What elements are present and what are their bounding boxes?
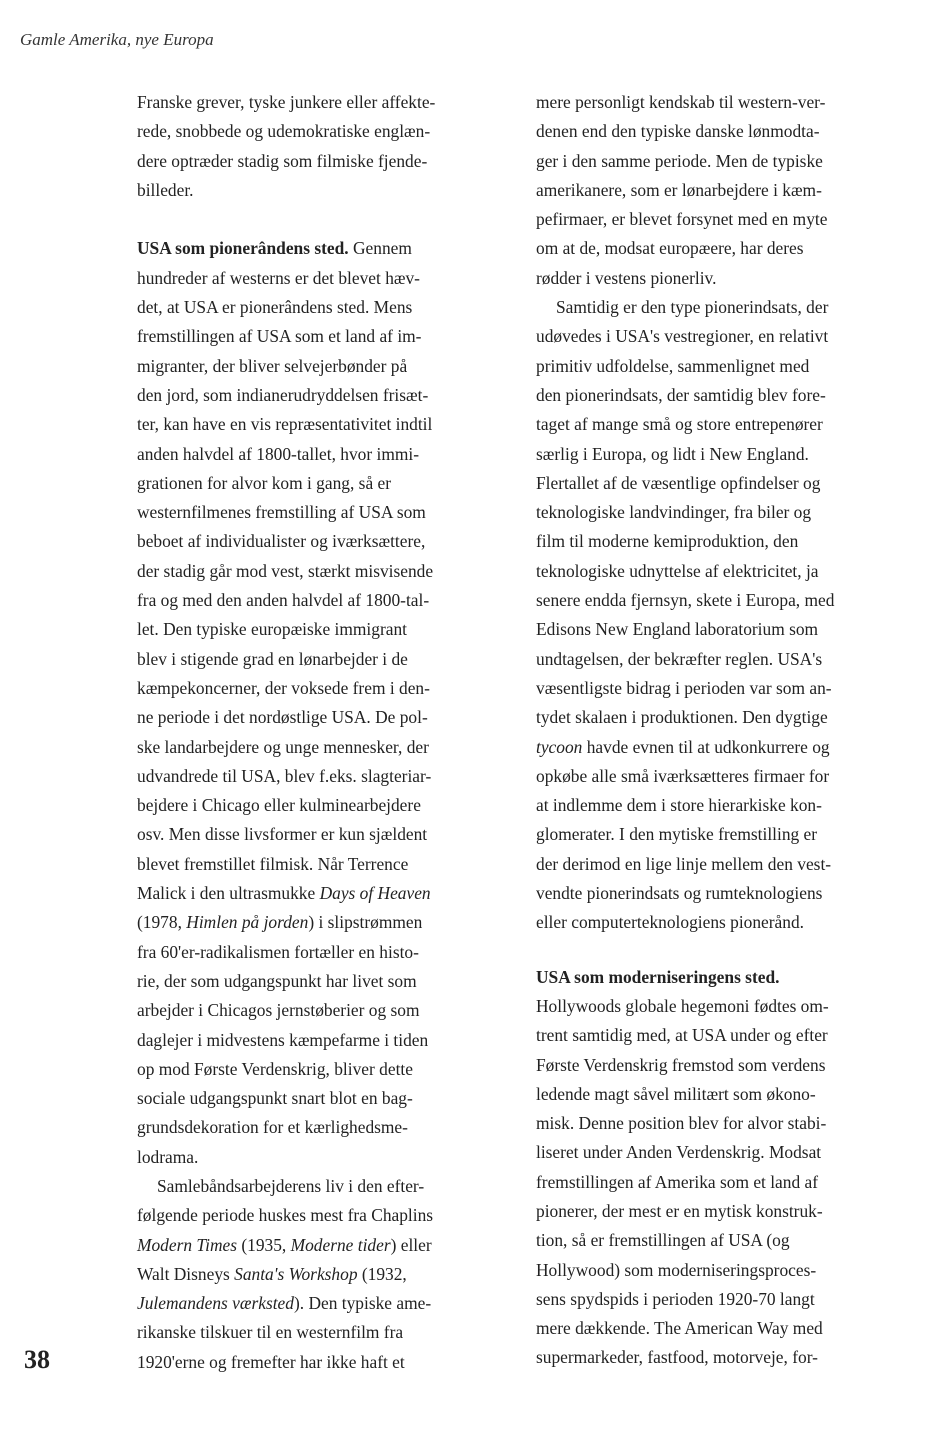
text-line: teknologiske udnyttelse af elektricitet, ja	[536, 560, 819, 581]
text-line: film til moderne kemiproduktion, den	[536, 531, 799, 552]
text-line: lodrama.	[137, 1146, 199, 1167]
film-title: Moderne tider	[290, 1234, 391, 1255]
text-line: om at de, modsat europæere, har deres	[536, 238, 804, 259]
text-line: beboet af individualister og iværksættere,	[137, 531, 426, 552]
text-line: ne periode i det nordøstlige USA. De pol-	[137, 707, 428, 728]
text-line: Edisons New England laboratorium som	[536, 619, 819, 640]
text-line: glomerater. I den mytiske fremstilling er	[536, 824, 818, 845]
text-line: ger i den samme periode. Men de typiske	[536, 150, 823, 171]
text-line: liseret under Anden Verdenskrig. Modsat	[536, 1142, 822, 1163]
text-line: pefirmaer, er blevet forsynet med en myte	[536, 209, 828, 230]
text-line: mere dækkende. The American Way med	[536, 1318, 823, 1339]
text-line: hundreder af westerns er det blevet hæv-	[137, 267, 420, 288]
text-line: westernfilmenes fremstilling af USA som	[137, 502, 426, 523]
text-line	[137, 1231, 499, 1260]
text-line: den jord, som indianerudryddelsen frisæt-	[137, 384, 429, 405]
text-line: sens spydspids i perioden 1920-70 langt	[536, 1288, 815, 1309]
text-line: op mod Første Verdenskrig, bliver dette	[137, 1058, 413, 1079]
text-line: dere optræder stadig som filmiske fjende-	[137, 150, 428, 171]
text-fragment: Malick i den ultrasmukke	[137, 883, 320, 904]
text-line: taget af mange små og store entrepenører	[536, 414, 823, 435]
italic-term: tycoon	[536, 736, 583, 757]
text-line: grundsdekoration for et kærlighedsme-	[137, 1117, 408, 1138]
text-line	[536, 733, 898, 762]
paragraph	[536, 88, 898, 293]
text-line: det, at USA er pionerândens sted. Mens	[137, 297, 413, 318]
paragraph	[137, 1172, 499, 1377]
text-line: primitiv udfoldelse, sammenlignet med	[536, 355, 810, 376]
text-line: rødder i vestens pionerliv.	[536, 267, 717, 288]
text-line: Hollywoods globale hegemoni fødtes om-	[536, 995, 829, 1016]
text-line: der derimod en lige linje mellem den vest-	[536, 853, 832, 874]
spacer	[536, 938, 898, 963]
text-line: Franske grever, tyske junkere eller affekte-	[137, 92, 436, 112]
text-fragment: Walt Disneys	[137, 1263, 235, 1284]
text-line: let. Den typiske europæiske immigrant	[137, 619, 407, 640]
text-line: supermarkeder, fastfood, motorveje, for-	[536, 1347, 818, 1368]
film-title: Santa's Workshop	[234, 1263, 358, 1284]
text-line: denen end den typiske danske lønmodta-	[536, 121, 820, 142]
text-line: fremstillingen af USA som et land af im-	[137, 326, 422, 347]
text-line: daglejer i midvestens kæmpefarme i tiden	[137, 1029, 429, 1050]
text-line: fra og med den anden halvdel af 1800-tal-	[137, 590, 430, 611]
text-line: vendte pionerindsats og rumteknologiens	[536, 883, 823, 904]
text-line: kæmpekoncerner, der voksede frem i den-	[137, 677, 430, 698]
text-line: migranter, der bliver selvejerbønder på	[137, 355, 408, 376]
paragraph	[137, 88, 499, 205]
text-line: billeder.	[137, 179, 194, 200]
text-line: misk. Denne position blev for alvor stabi-	[536, 1113, 827, 1134]
text-line: 1920'erne og fremefter har ikke haft et	[137, 1351, 405, 1372]
text-line: senere endda fjernsyn, skete i Europa, med	[536, 590, 835, 611]
text-line: væsentligste bidrag i perioden var som an-	[536, 677, 832, 698]
text-line: arbejder i Chicagos jernstøberier og som	[137, 1000, 420, 1021]
film-title: Himlen på jorden	[186, 912, 309, 933]
text-line: sociale udgangspunkt snart blot en bag-	[137, 1088, 413, 1109]
text-line	[137, 908, 499, 937]
paragraph	[536, 293, 898, 938]
text-line: Første Verdenskrig fremstod som verdens	[536, 1054, 826, 1075]
film-title: Modern Times	[137, 1234, 237, 1255]
text-line: Samlebåndsarbejderens liv i den efter-	[157, 1175, 425, 1196]
text-fragment: (1935,	[237, 1234, 291, 1255]
text-line: rede, snobbede og udemokratiske englæn-	[137, 121, 431, 142]
text-line: trent samtidig med, at USA under og efter	[536, 1025, 828, 1046]
page-number: 38	[24, 1345, 50, 1374]
text-line: ske landarbejdere og unge mennesker, der	[137, 736, 429, 757]
text-line: blevet fremstillet filmisk. Når Terrence	[137, 853, 409, 874]
text-fragment: ). Den typiske ame-	[293, 1293, 432, 1314]
text-line: Hollywood) som moderniseringsproces-	[536, 1259, 817, 1280]
text-line	[137, 1260, 499, 1289]
section-heading: USA som pionerândens sted.	[137, 238, 349, 259]
text-line: eller computerteknologiens pionerånd.	[536, 912, 805, 933]
paragraph	[137, 234, 499, 1172]
text-line: bejdere i Chicago eller kulminearbejdere	[137, 795, 421, 816]
text-line: osv. Men disse livsformer er kun sjældent	[137, 824, 428, 845]
text-line: særlig i Europa, og lidt i New England.	[536, 443, 809, 464]
text-line: undtagelsen, der bekræfter reglen. USA's	[536, 648, 823, 669]
text-line: fremstillingen af Amerika som et land af	[536, 1171, 819, 1192]
text-line: fra 60'er-radikalismen fortæller en histo-	[137, 941, 419, 962]
text-line	[137, 879, 499, 908]
text-line: grationen for alvor kom i gang, så er	[137, 472, 392, 493]
film-title: Days of Heaven	[319, 883, 431, 904]
text-line: rie, der som udgangspunkt har livet som	[137, 970, 417, 991]
text-line: der stadig går mod vest, stærkt misvisende	[137, 560, 434, 581]
text-fragment: ) eller	[390, 1234, 432, 1255]
text-line: tion, så er fremstillingen af USA (og	[536, 1230, 790, 1251]
text-fragment: ) i slipstrømmen	[308, 912, 423, 933]
text-line: ter, kan have en vis repræsentativitet indtil	[137, 414, 433, 435]
film-title: Julemandens værksted	[137, 1293, 294, 1314]
text-line	[137, 1289, 499, 1318]
text-line: udvandrede til USA, blev f.eks. slagteriar-	[137, 765, 432, 786]
text-line: at indlemme dem i store hierarkiske kon-	[536, 795, 822, 816]
text-line: pionerer, der mest er en mytisk konstruk-	[536, 1200, 823, 1221]
text-line: tydet skalaen i produktionen. Den dygtige	[536, 707, 828, 728]
text-fragment: (1978,	[137, 912, 187, 933]
running-head: Gamle Amerika, nye Europa	[20, 30, 214, 49]
text-line: amerikanere, som er lønarbejdere i kæm-	[536, 179, 822, 200]
text-fragment: havde evnen til at udkonkurrere og	[582, 736, 830, 757]
left-column	[137, 88, 499, 1377]
text-line: mere personligt kendskab til western-ver-	[536, 92, 826, 112]
right-column	[536, 88, 898, 1373]
text-line: den pionerindsats, der samtidig blev fore-	[536, 384, 826, 405]
paragraph	[536, 963, 898, 1373]
text-fragment: Gennem	[353, 238, 412, 259]
text-line: følgende periode huskes mest fra Chaplins	[137, 1205, 434, 1226]
text-line	[137, 234, 499, 263]
text-fragment: (1932,	[357, 1263, 407, 1284]
text-line: teknologiske landvindinger, fra biler og	[536, 502, 812, 523]
spacer	[137, 205, 499, 234]
text-line: Samtidig er den type pionerindsats, der	[556, 297, 829, 318]
text-line: Flertallet af de væsentlige opfindelser og	[536, 472, 821, 493]
text-line: udøvedes i USA's vestregioner, en relativt	[536, 326, 829, 347]
text-line: opkøbe alle små iværksætteres firmaer for	[536, 765, 830, 786]
section-heading: USA som moderniseringens sted.	[536, 966, 780, 987]
text-line: rikanske tilskuer til en westernfilm fra	[137, 1322, 404, 1343]
text-line: blev i stigende grad en lønarbejder i de	[137, 648, 408, 669]
text-line: anden halvdel af 1800-tallet, hvor immi-	[137, 443, 420, 464]
text-line: ledende magt såvel militært som økono-	[536, 1083, 816, 1104]
